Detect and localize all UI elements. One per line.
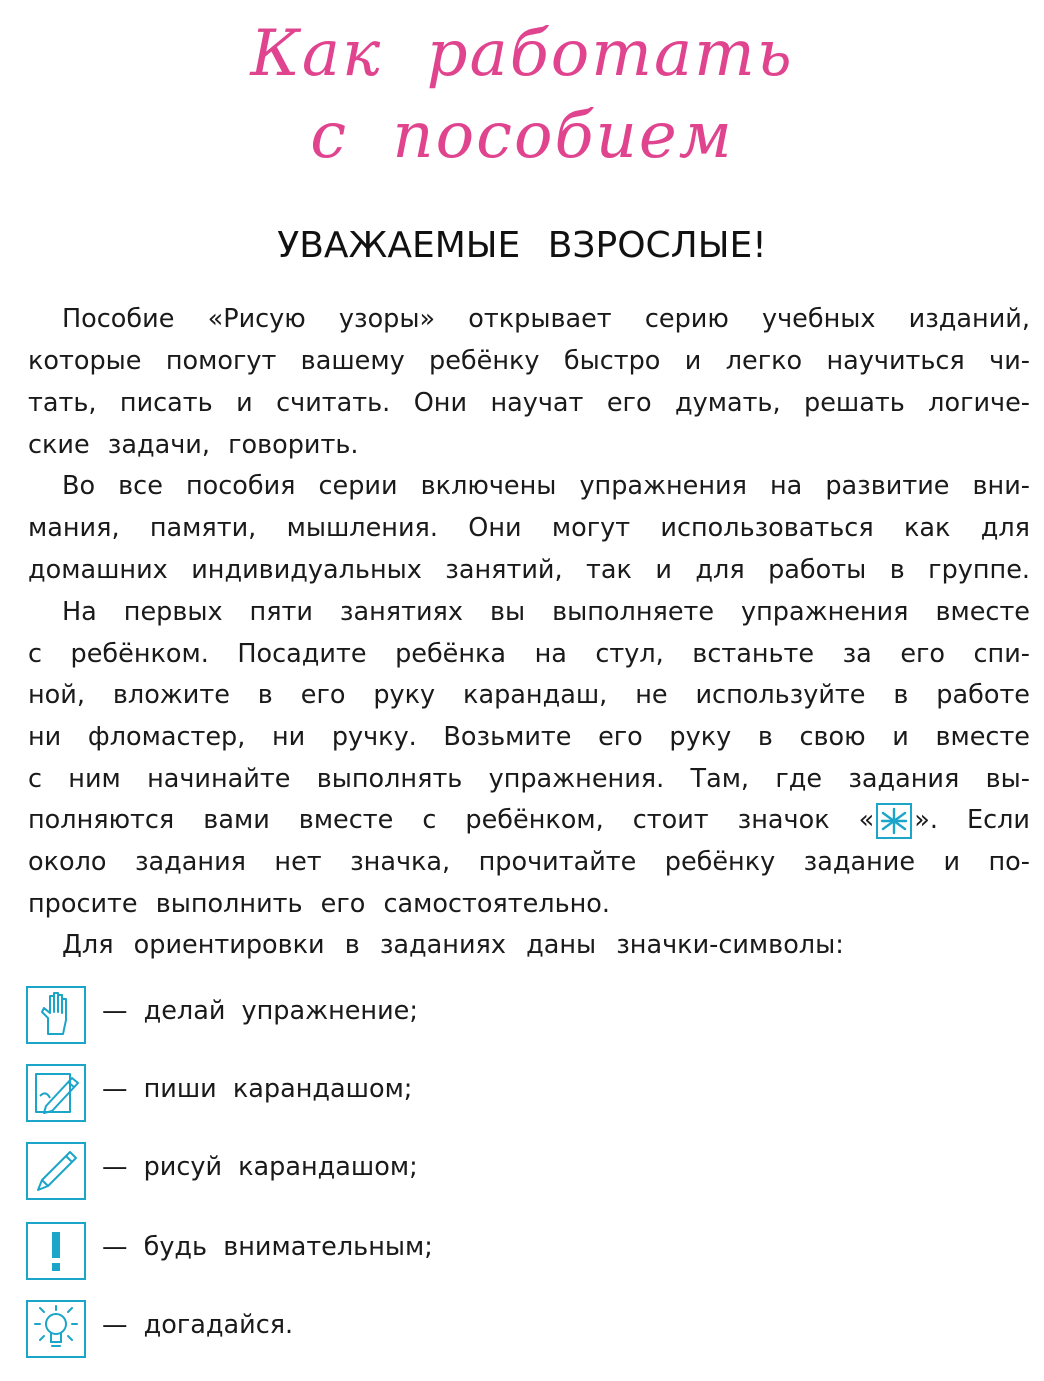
text-line: ной, вложите в его руку карандаш, не используйте в работе [28,680,1030,710]
legend-label: — делай упражнение; [102,996,418,1026]
legend-label: — пиши карандашом; [102,1074,413,1104]
legend-label: — рисуй карандашом; [102,1152,418,1182]
text-line: мания, памяти, мышления. Они могут использоваться как для [28,513,1030,543]
text-line: домашних индивидуальных занятий, так и для работы в группе. [28,555,1030,585]
text-fragment: полняются вами вместе с ребёнком, стоит значок « [28,805,875,835]
text-line: На первых пяти занятиях вы выполняете упражнения вместе [62,597,1030,627]
text-fragment: ». Если [914,805,1030,835]
text-line-with-icon [28,803,1030,839]
text-line: ские задачи, говорить. [28,430,359,460]
legend-label: — догадайся. [102,1310,294,1340]
exclamation-icon [26,1222,86,1280]
legend-label: — будь внимательным; [102,1232,433,1262]
write-pencil-icon [26,1064,86,1122]
text-line: с ребёнком. Посадите ребёнка на стул, встаньте за его спи- [28,639,1030,669]
text-line: ни фломастер, ни ручку. Возьмите его руку в свою и вместе [28,722,1030,752]
lightbulb-icon [26,1300,86,1358]
page-title-line-1: Как работать [250,17,794,91]
text-line: с ним начинайте выполнять упражнения. Там, где задания вы- [28,764,1030,794]
text-line: просите выполнить его самостоятельно. [28,889,611,919]
text-line: Во все пособия серии включены упражнения на развитие вни- [62,471,1030,501]
text-line: Пособие «Рисую узоры» открывает серию учебных изданий, [62,304,1030,334]
asterisk-icon [876,803,912,839]
text-line: около задания нет значка, прочитайте ребёнку задание и по- [28,847,1030,877]
text-line: Для ориентировки в заданиях даны значки-символы: [62,930,844,960]
page-title-line-2: с пособием [310,99,734,173]
hand-icon [26,986,86,1044]
draw-pencil-icon [26,1142,86,1200]
text-line: которые помогут вашему ребёнку быстро и легко научиться чи- [28,346,1030,376]
text-line: тать, писать и считать. Они научат его думать, решать логиче- [28,388,1030,418]
section-heading: УВАЖАЕМЫЕ ВЗРОСЛЫЕ! [277,225,767,266]
